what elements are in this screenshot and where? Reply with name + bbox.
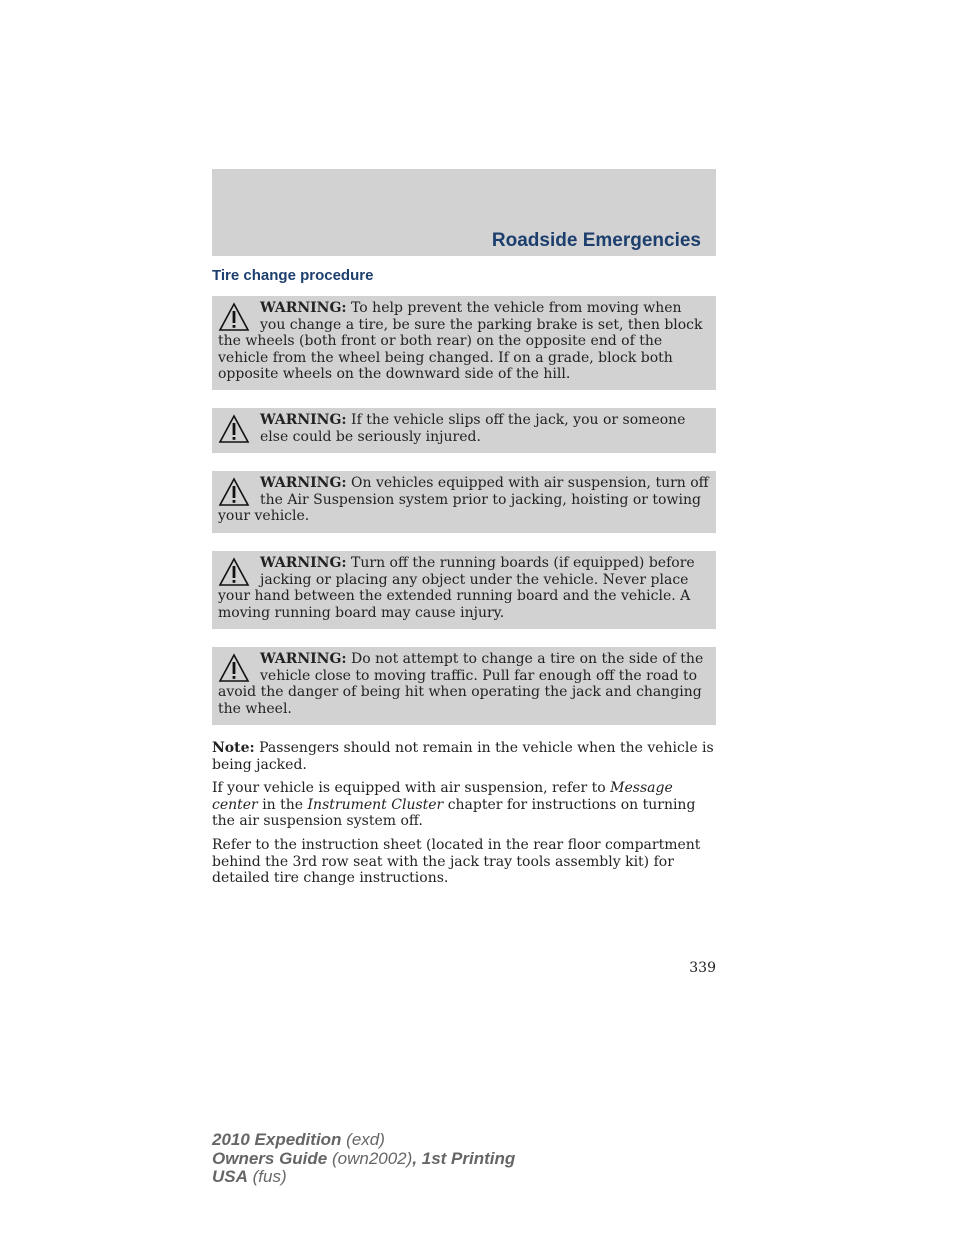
note-label: Note:: [212, 740, 255, 756]
footer-line-3: [212, 1168, 515, 1187]
warning-box-air-suspension: [212, 471, 716, 533]
air-suspension-paragraph: [212, 780, 716, 830]
footer-guide-code: (own2002): [327, 1148, 413, 1168]
warning-triangle-icon: [218, 653, 250, 683]
warning-box-traffic: [212, 647, 716, 725]
warning-box-jack-slip: [212, 408, 716, 453]
warning-triangle-icon: [218, 557, 250, 587]
instruction-sheet-paragraph: Refer to the instruction sheet (located in the rear floor compartment behind the 3rd row seat with the jack tray tools assembly kit) for detailed tire change instructions.: [212, 837, 701, 886]
warning-box-wheel-block: [212, 296, 716, 390]
warning-triangle-icon: [218, 302, 250, 332]
instrument-cluster-reference: Instrument Cluster: [307, 796, 444, 813]
warning-label: WARNING:: [260, 475, 347, 491]
footer-printing: , 1st Printing: [412, 1148, 516, 1168]
note-paragraph: [212, 740, 716, 773]
note-text: Passengers should not remain in the vehicle when the vehicle is being jacked.: [212, 740, 714, 773]
warning-label: WARNING:: [260, 651, 347, 667]
footer-line-2: [212, 1150, 515, 1169]
header-band: [212, 169, 716, 256]
section-title: Tire change procedure: [212, 267, 374, 284]
footer-model-code: (exd): [341, 1130, 385, 1149]
chapter-title: Roadside Emergencies: [491, 230, 701, 251]
warning-text: To help prevent the vehicle from moving when you change a tire, be sure the parking brake is set, then block the wheels (both front or both rear) on the opposite end of the vehicle from the wheel being changed. If on a grade, block both opposite wheels on the downward side of the hill.: [218, 300, 703, 382]
footer-market: USA: [212, 1167, 248, 1186]
warning-label: WARNING:: [260, 555, 347, 571]
warning-label: WARNING:: [260, 300, 347, 316]
warning-text: Turn off the running boards (if equipped) before jacking or placing any object under the vehicle. Never place your hand between the extended running board and the vehicle. A moving running board may cause injury.: [218, 555, 695, 621]
footer-model: 2010 Expedition: [212, 1130, 342, 1149]
footer-market-code: (fus): [247, 1167, 287, 1186]
warning-text: On vehicles equipped with air suspension, turn off the Air Suspension system prior to jacking, hoisting or towing your vehicle.: [218, 475, 709, 524]
message-center-reference: Message center: [212, 780, 673, 813]
para-text: If your vehicle is equipped with air suspension, refer to: [212, 780, 611, 796]
footer-publication-info: [212, 1131, 515, 1187]
warning-box-running-boards: [212, 551, 716, 629]
para-text: in the: [257, 796, 308, 813]
warning-triangle-icon: [218, 477, 250, 507]
para-text: chapter for instructions on turning the air suspension system off.: [212, 796, 696, 829]
warning-text: Do not attempt to change a tire on the side of the vehicle close to moving traffic. Pull far enough off the road to avoid the danger of being hit when operating the jack and changing the wheel.: [218, 651, 704, 717]
warning-triangle-icon: [218, 414, 250, 444]
footer-line-1: [212, 1131, 515, 1150]
page-number: 339: [689, 960, 716, 976]
warning-text: If the vehicle slips off the jack, you or someone else could be seriously injured.: [260, 412, 686, 445]
warning-label: WARNING:: [260, 412, 347, 428]
footer-guide: Owners Guide: [212, 1148, 328, 1168]
